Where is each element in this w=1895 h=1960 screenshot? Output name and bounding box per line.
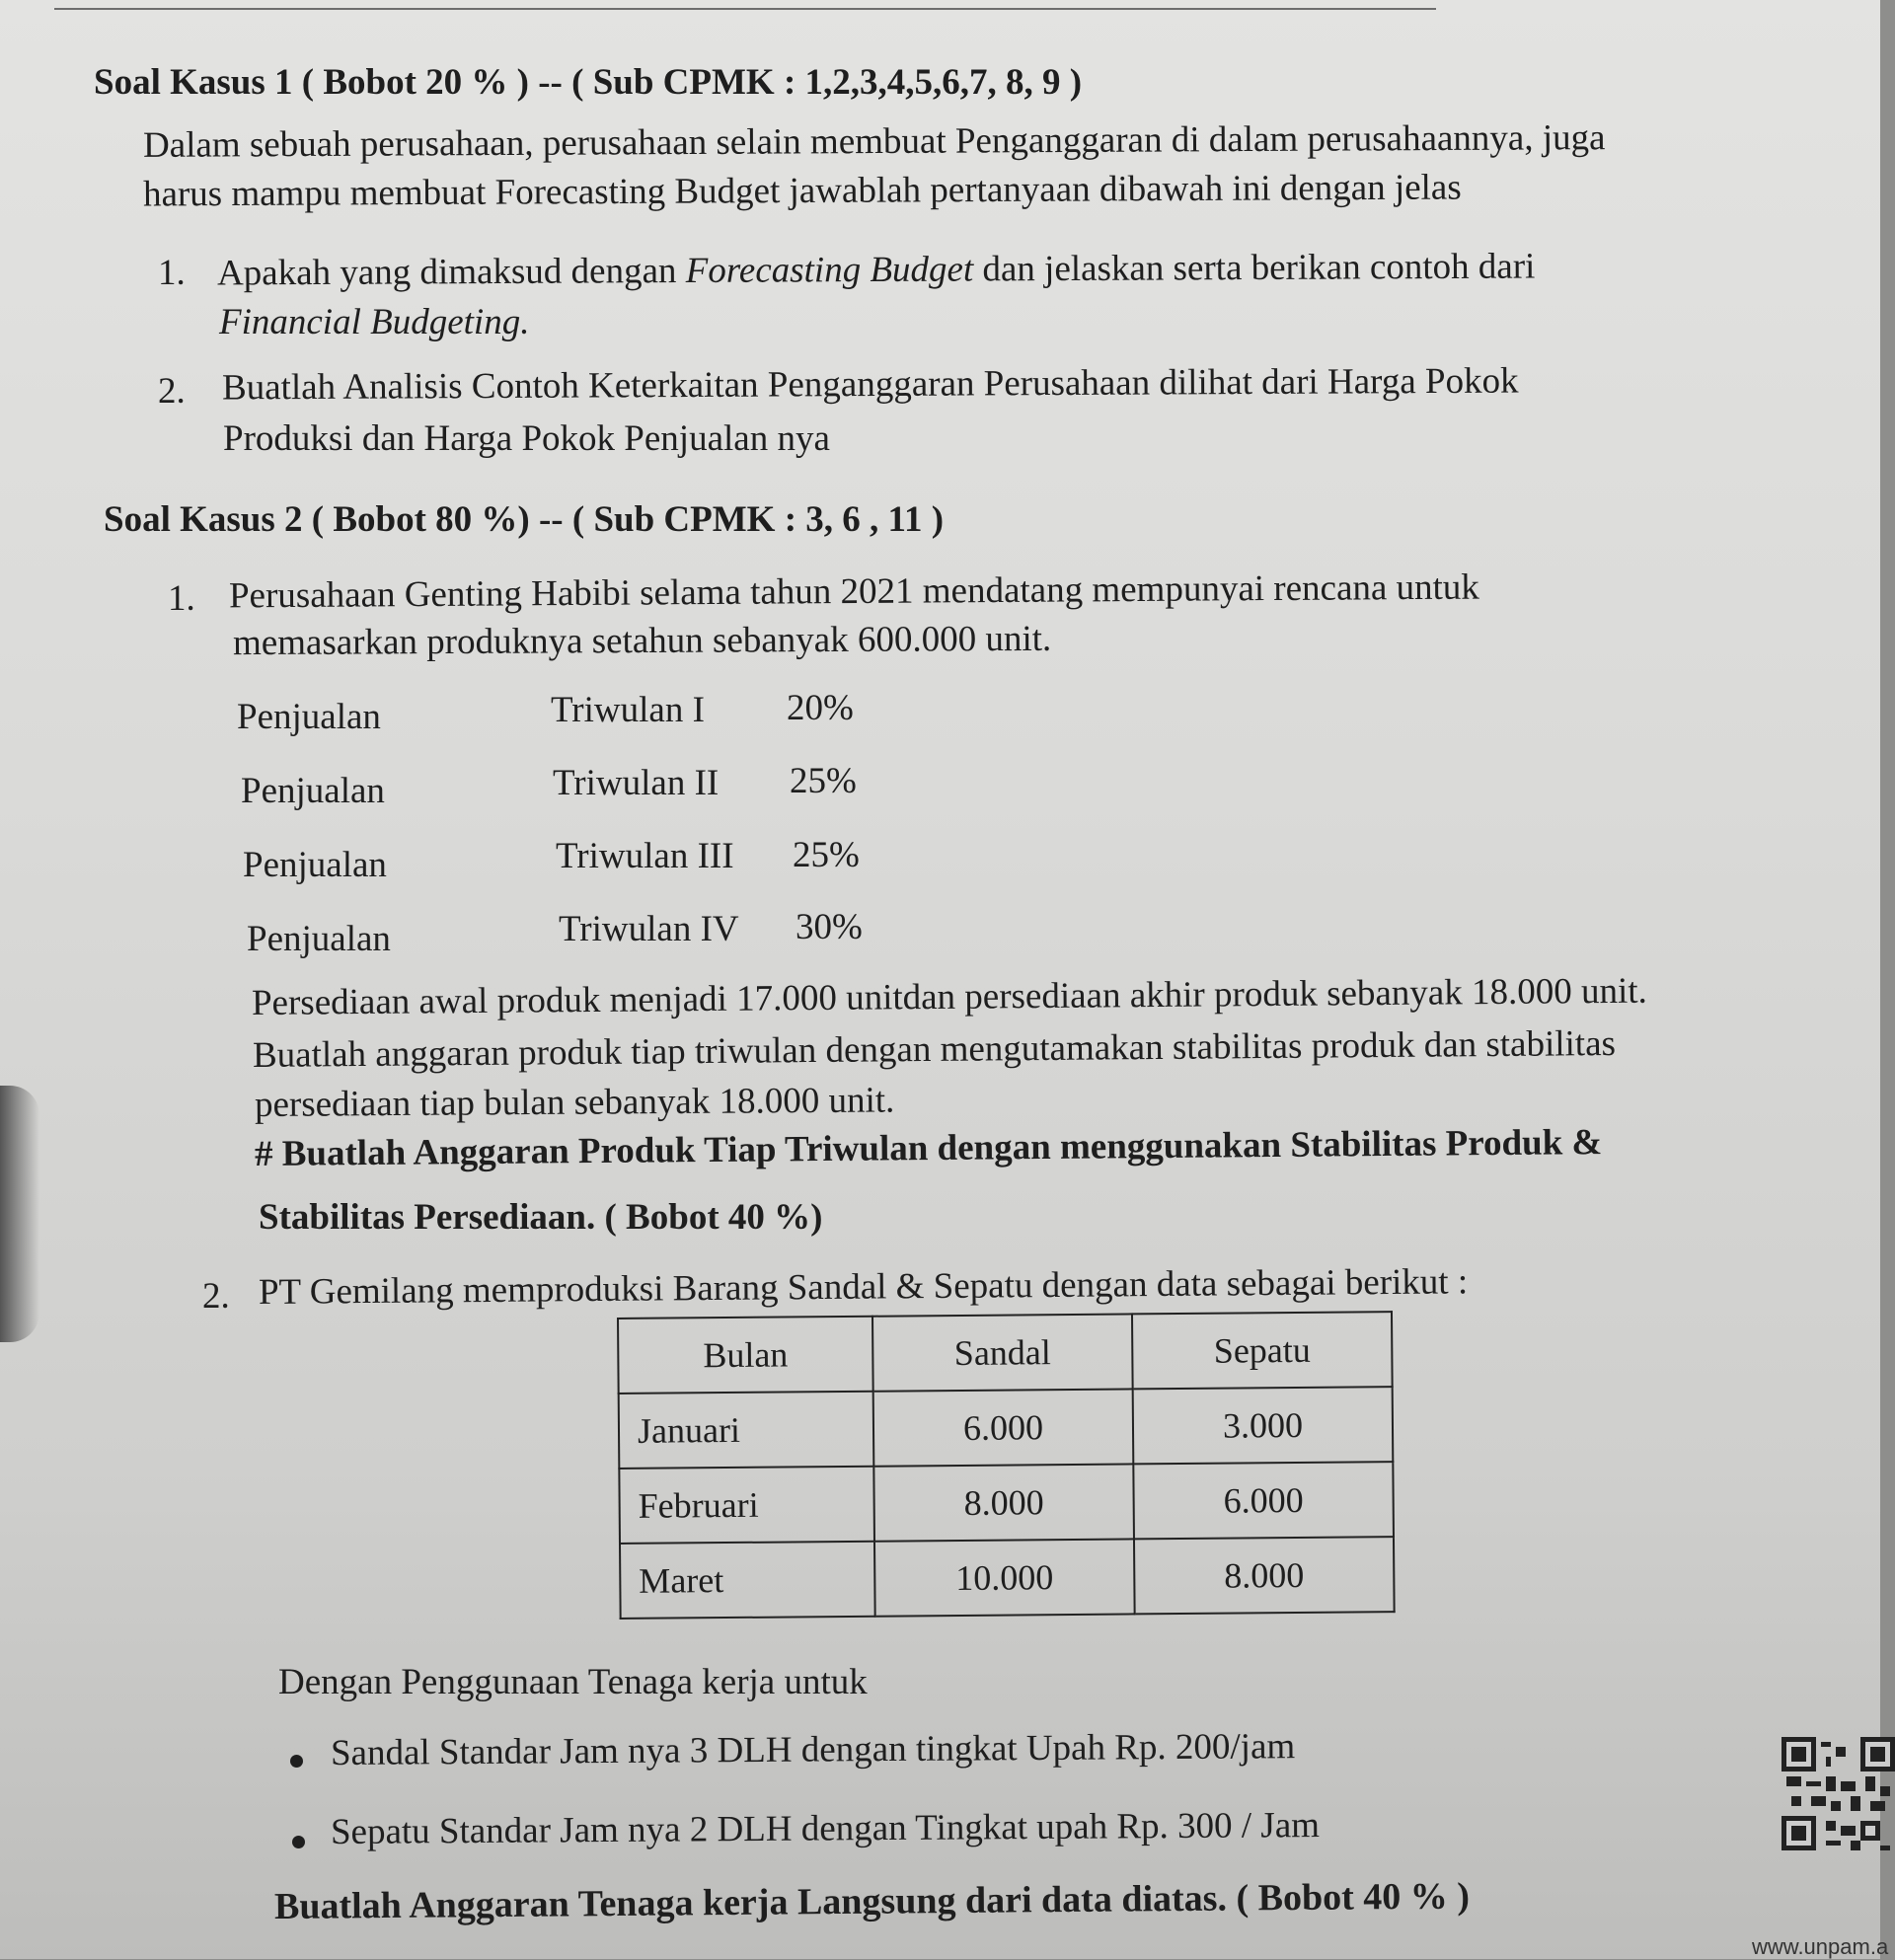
final-task: Buatlah Anggaran Tenaga kerja Langsung dari data diatas. ( Bobot 40 % )	[273, 1875, 1471, 1927]
case2-heading: Soal Kasus 2 ( Bobot 80 %) -- ( Sub CPMK : 3, 6 , 11 )	[104, 499, 945, 540]
header-sandal: Sandal	[872, 1314, 1133, 1391]
sales-label-4: Penjualan	[247, 919, 391, 959]
case1-q2-line1: Buatlah Analisis Contoh Keterkaitan Penganggaran Perusahaan dilihat dari Harga Pokok	[221, 360, 1519, 409]
cell-sandal: 10.000	[874, 1539, 1135, 1616]
bullet-icon	[292, 1836, 305, 1848]
finger-shadow	[0, 1086, 39, 1342]
sales-pct-4: 30%	[796, 907, 863, 947]
cell-sepatu: 3.000	[1133, 1387, 1394, 1464]
cell-sandal: 8.000	[873, 1464, 1134, 1541]
case1-intro-line2: harus mampu membuat Forecasting Budget jawablah pertanyaan dibawah ini dengan jelas	[142, 167, 1462, 215]
q1-text-post: dan jelaskan serta berikan contoh dari	[973, 246, 1536, 290]
case2-q2-line: PT Gemilang memproduksi Barang Sandal & Sepatu dengan data sebagai berikut :	[258, 1261, 1469, 1313]
case2-q1-number: 1.	[168, 578, 195, 619]
case1-q2-line2: Produksi dan Harga Pokok Penjualan nya	[223, 418, 830, 459]
case1-heading: Soal Kasus 1 ( Bobot 20 % ) -- ( Sub CPMK : 1,2,3,4,5,6,7, 8, 9 )	[94, 62, 1083, 103]
case1-q1-number: 1.	[158, 253, 186, 293]
case2-q1-line2: memasarkan produknya setahun sebanyak 600.000 unit.	[232, 618, 1052, 664]
cell-sepatu: 8.000	[1134, 1537, 1395, 1614]
table-row	[620, 1537, 1395, 1619]
sales-quarter-3: Triwulan III	[556, 836, 734, 876]
inventory-line2: Buatlah anggaran produk tiap triwulan dengan mengutamakan stabilitas produk dan stabilitas	[252, 1022, 1617, 1076]
header-sepatu: Sepatu	[1132, 1312, 1393, 1389]
labor-bullet-2: Sepatu Standar Jam nya 2 DLH dengan Tingkat upah Rp. 300 / Jam	[330, 1805, 1321, 1852]
cell-month: Februari	[619, 1467, 874, 1544]
case2-q1-line1: Perusahaan Genting Habibi selama tahun 2021 mendatang mempunyai rencana untuk	[228, 566, 1480, 617]
task1-line2: Stabilitas Persediaan. ( Bobot 40 %)	[259, 1197, 823, 1238]
sales-pct-2: 25%	[790, 761, 857, 801]
bullet-icon	[290, 1755, 303, 1768]
case1-intro-line1: Dalam sebuah perusahaan, perusahaan selain membuat Penganggaran di dalam perusahaannya, juga	[142, 117, 1606, 166]
inventory-line1: Persediaan awal produk menjadi 17.000 unitdan persediaan akhir produk sebanyak 18.000 unit.	[251, 970, 1647, 1023]
sales-label-1: Penjualan	[237, 697, 381, 737]
production-table	[617, 1311, 1396, 1620]
sales-quarter-4: Triwulan IV	[559, 909, 739, 949]
labor-intro: Dengan Penggunaan Tenaga kerja untuk	[278, 1662, 868, 1702]
top-rule	[54, 8, 1436, 10]
case1-q1-line1	[217, 246, 1536, 295]
sales-pct-1: 20%	[787, 688, 854, 728]
task1-line1: # Buatlah Anggaran Produk Tiap Triwulan dengan menggunakan Stabilitas Produk &	[254, 1122, 1603, 1174]
table-header-row	[618, 1312, 1393, 1394]
sales-quarter-2: Triwulan II	[553, 763, 720, 803]
cell-month: Maret	[620, 1542, 875, 1619]
cell-month: Januari	[619, 1392, 874, 1469]
case1-q1-line2: Financial Budgeting.	[219, 302, 530, 342]
footer-url: www.unpam.a	[1752, 1934, 1889, 1959]
q1-text-pre: Apakah yang dimaksud dengan	[216, 251, 686, 294]
table-row	[619, 1462, 1394, 1544]
q1-italic-term: Forecasting Budget	[685, 249, 974, 292]
sales-pct-3: 25%	[793, 835, 860, 875]
inventory-line3: persediaan tiap bulan sebanyak 18.000 unit.	[254, 1080, 895, 1125]
qr-code-icon	[1781, 1737, 1895, 1875]
header-bulan: Bulan	[618, 1317, 873, 1394]
sales-quarter-1: Triwulan I	[551, 690, 705, 730]
cell-sandal: 6.000	[873, 1389, 1134, 1466]
sales-label-2: Penjualan	[241, 771, 385, 811]
labor-bullet-1: Sandal Standar Jam nya 3 DLH dengan tingkat Upah Rp. 200/jam	[330, 1726, 1296, 1773]
sales-label-3: Penjualan	[243, 845, 387, 885]
table-row	[619, 1387, 1394, 1469]
case1-q2-number: 2.	[158, 371, 186, 412]
case2-q2-number: 2.	[202, 1276, 230, 1317]
cell-sepatu: 6.000	[1133, 1462, 1394, 1539]
